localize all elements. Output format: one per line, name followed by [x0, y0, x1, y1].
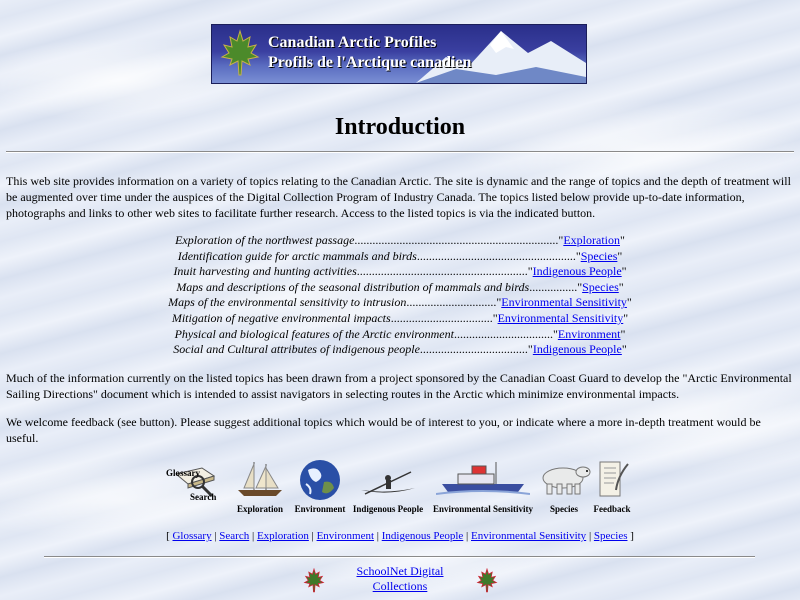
topic-row: Physical and biological features of the Arctic environment................................."Environment" — [174, 326, 626, 341]
sailing-ship-icon — [232, 458, 288, 500]
kayak-icon — [355, 464, 421, 500]
environmental-sensitivity-button[interactable] — [430, 456, 536, 514]
nav-separator: | — [214, 530, 217, 542]
topic-row: Social and Cultural attributes of indigenous people...................................."Indigenous People" — [173, 342, 627, 357]
species-label[interactable]: Species — [550, 504, 578, 514]
topic-list — [0, 233, 800, 358]
topic-row: Inuit harvesting and hunting activities........................................................."Indigenous People" — [173, 264, 627, 279]
divider — [44, 556, 755, 558]
maple-leaf-icon — [476, 568, 498, 594]
topic-leader: ......................................................... — [356, 264, 528, 279]
species-button[interactable] — [534, 456, 594, 514]
topic-link[interactable]: Species — [580, 248, 618, 263]
banner-title-fr: Profils de l'Arctique canadien — [268, 54, 472, 71]
icon-navigation-bar — [0, 456, 800, 516]
bracket-close: ] — [630, 530, 634, 542]
icebreaker-ship-icon — [436, 458, 530, 498]
topic-link[interactable]: Exploration — [563, 233, 620, 247]
environmental-sensitivity-label[interactable]: Environmental Sensitivity — [432, 504, 534, 514]
glossary-search-button[interactable] — [162, 456, 228, 514]
topic-row: Mitigation of negative environmental impacts.................................."Environmental Sensitivity" — [171, 310, 629, 325]
topic-description: Maps and descriptions of the seasonal distribution of mammals and birds — [176, 279, 530, 294]
topic-row: Identification guide for arctic mammals and birds....................................................."Species" — [177, 248, 623, 263]
topic-leader: .................................. — [390, 310, 493, 325]
divider — [6, 151, 794, 153]
topic-leader: ..................................................... — [416, 248, 576, 263]
feedback-button[interactable] — [590, 456, 634, 514]
exploration-button[interactable] — [230, 456, 290, 514]
topic-row: Exploration of the northwest passage...................................................................."Exploration" — [175, 233, 625, 247]
topic-description: Inuit harvesting and hunting activities — [173, 264, 357, 279]
paper-quill-icon — [594, 458, 630, 500]
topic-description: Physical and biological features of the Arctic environment — [174, 326, 454, 341]
environment-button[interactable] — [292, 456, 348, 514]
topic-link[interactable]: Environmental Sensitivity — [497, 310, 624, 325]
feedback-label[interactable]: Feedback — [593, 504, 631, 514]
topic-leader: .................................................................... — [354, 233, 559, 247]
nav-link-environmental-sensitivity[interactable]: Environmental Sensitivity — [471, 530, 587, 542]
nav-link-species[interactable]: Species — [593, 530, 628, 542]
maple-leaf-icon — [220, 29, 260, 79]
topic-leader: .............................. — [406, 295, 497, 310]
bracket-open: [ — [166, 530, 170, 542]
topic-row: Maps of the environmental sensitivity to intrusion.............................."Environmental Sensitivity" — [168, 295, 632, 310]
search-label[interactable]: Search — [190, 492, 217, 502]
topic-description: Social and Cultural attributes of indigenous people — [173, 342, 420, 357]
nav-separator: | — [588, 530, 592, 542]
feedback-paragraph: We welcome feedback (see button). Please suggest additional topics which would be of interest to you, or indicate where a more in-depth treatment would be useful. — [6, 415, 761, 445]
nav-link-exploration[interactable]: Exploration — [256, 530, 309, 542]
globe-icon — [298, 458, 342, 502]
page-title: Introduction — [334, 114, 466, 140]
maple-leaf-icon — [303, 568, 325, 594]
glossary-label[interactable]: Glossary — [166, 468, 201, 478]
topic-description: Maps of the environmental sensitivity to intrusion — [168, 295, 407, 310]
nav-separator: | — [311, 530, 314, 542]
topic-link[interactable]: Indigenous People — [532, 342, 622, 357]
nav-separator: | — [376, 530, 379, 542]
nav-separator: | — [251, 530, 255, 542]
nav-separator: | — [466, 530, 469, 542]
schoolnet-link-container — [344, 564, 456, 594]
topic-link[interactable]: Environment — [557, 326, 621, 341]
site-banner — [211, 24, 587, 84]
footer — [0, 564, 800, 600]
intro-paragraph: This web site provides information on a variety of topics relating to the Canadian Arctic. The site is dynamic and the range of topics and the depth of treatment will be augmented over time under the auspices of the Digital Collection Program of Industry Canada. The topics listed below provide up-to-date information, photographs and links to other web sites to facilitate further research. Access to the listed topics is via the indicated button. — [6, 174, 791, 220]
indigenous-people-label[interactable]: Indigenous People — [352, 504, 424, 514]
environment-label[interactable]: Environment — [294, 504, 346, 514]
text-navigation — [0, 530, 800, 542]
topic-row: Maps and descriptions of the seasonal distribution of mammals and birds................"Species" — [176, 279, 624, 294]
schoolnet-link-line1[interactable]: SchoolNet Digital — [356, 564, 444, 578]
nav-link-environment[interactable]: Environment — [316, 530, 375, 542]
nav-link-search[interactable]: Search — [219, 530, 250, 542]
indigenous-people-button[interactable] — [350, 456, 426, 514]
topic-link[interactable]: Species — [582, 279, 619, 294]
topic-leader: ................................. — [453, 326, 553, 341]
schoolnet-link-line2[interactable]: Collections — [372, 579, 428, 593]
nav-link-indigenous-people[interactable]: Indigenous People — [381, 530, 464, 542]
sailing-directions-paragraph: Much of the information currently on the listed topics has been drawn from a project sponsored by the Canadian Coast Guard to develop the "Arctic Environmental Sailing Directions" document which is intended to assist navigators in selecting routes in the Arctic which minimize environmental impacts. — [6, 371, 792, 401]
polar-bear-icon — [537, 458, 591, 498]
banner-title-en: Canadian Arctic Profiles — [268, 34, 437, 51]
topic-leader: ................ — [529, 279, 578, 294]
nav-link-glossary[interactable]: Glossary — [172, 530, 212, 542]
topic-description: Exploration of the northwest passage — [175, 233, 355, 247]
topic-description: Identification guide for arctic mammals and birds — [177, 248, 417, 263]
topic-description: Mitigation of negative environmental impacts — [171, 310, 391, 325]
topic-leader: .................................... — [419, 342, 528, 357]
topic-link[interactable]: Indigenous People — [532, 264, 622, 279]
exploration-label[interactable]: Exploration — [236, 504, 283, 514]
topic-link[interactable]: Environmental Sensitivity — [501, 295, 627, 310]
